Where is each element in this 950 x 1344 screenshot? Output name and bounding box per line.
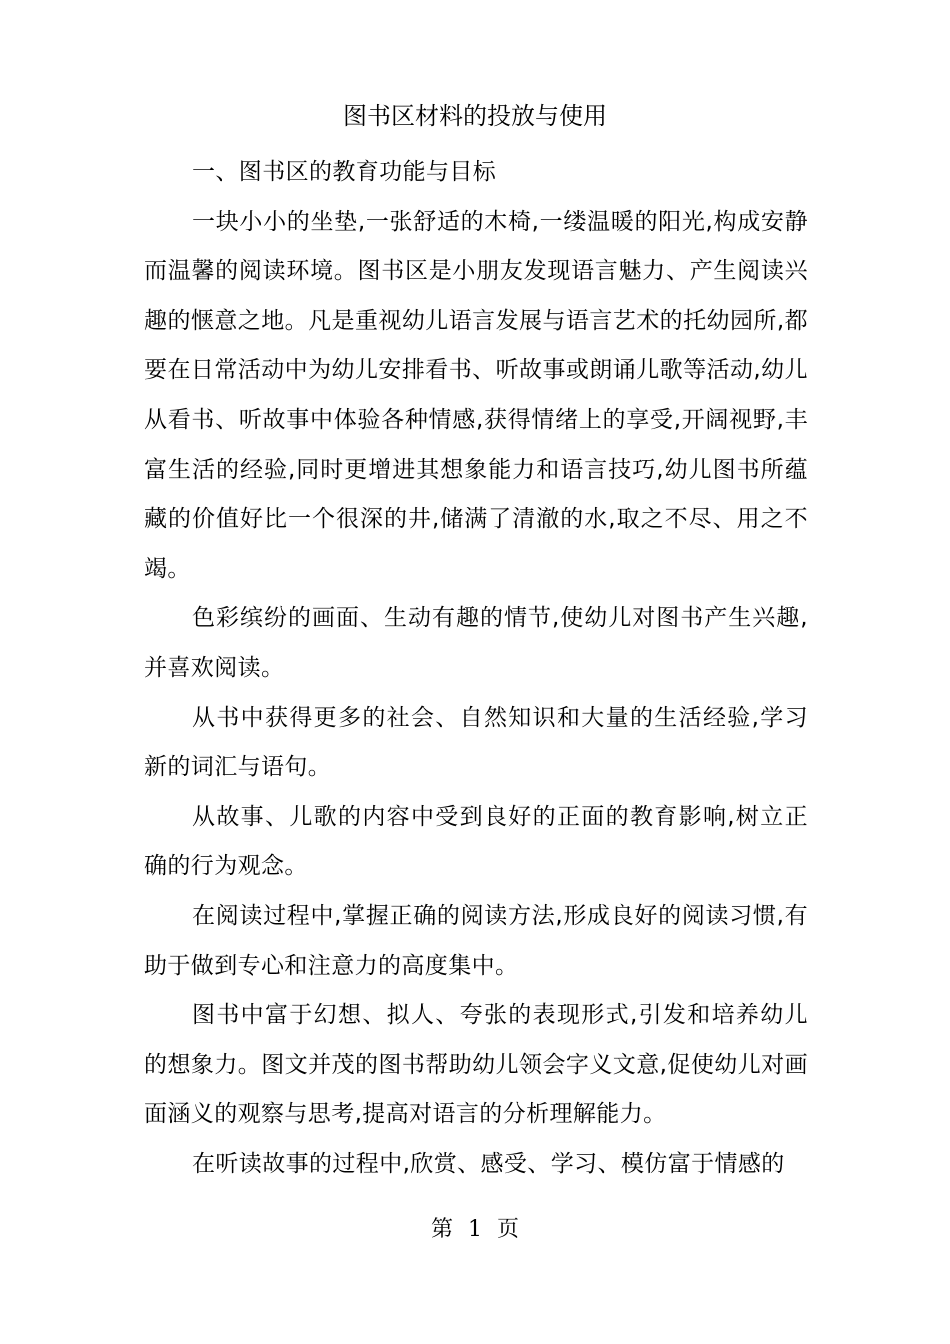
paragraph: 图书中富于幻想、拟人、夸张的表现形式,引发和培养幼儿的想象力。图文并茂的图书帮助幼儿领会字义文意,促使幼儿对画面涵义的观察与思考,提高对语言的分析理解能力。 [144,1002,808,1128]
document-body [144,148,808,1189]
section-heading: 一、图书区的教育功能与目标 [192,159,497,185]
paragraph: 从故事、儿歌的内容中受到良好的正面的教育影响,树立正确的行为观念。 [144,803,808,880]
paragraph: 从书中获得更多的社会、自然知识和大量的生活经验,学习新的词汇与语句。 [144,704,808,781]
document-title: 图书区材料的投放与使用 [343,102,607,130]
paragraph: 在听读故事的过程中,欣赏、感受、学习、模仿富于情感的 [192,1150,785,1177]
paragraph: 一块小小的坐垫,一张舒适的木椅,一缕温暖的阳光,构成安静而温馨的阅读环境。图书区是小朋友发现语言魅力、产生阅读兴趣的惬意之地。凡是重视幼儿语言发展与语言艺术的托幼园所,都要在日常活动中为幼儿安排看书、听故事或朗诵儿歌等活动,幼儿从看书、听故事中体验各种情感,获得情绪上的享受,开阔视野,丰富生活的经验,同时更增进其想象能力和语言技巧,幼儿图书所蕴藏的价值好比一个很深的井,储满了清澈的水,取之不尽、用之不竭。 [144,208,808,582]
paragraph: 色彩缤纷的画面、生动有趣的情节,使幼儿对图书产生兴趣,并喜欢阅读。 [144,605,808,681]
paragraph: 在阅读过程中,掌握正确的阅读方法,形成良好的阅读习惯,有助于做到专心和注意力的高度集中。 [144,902,808,979]
page-number: 第 1 页 [431,1217,519,1242]
